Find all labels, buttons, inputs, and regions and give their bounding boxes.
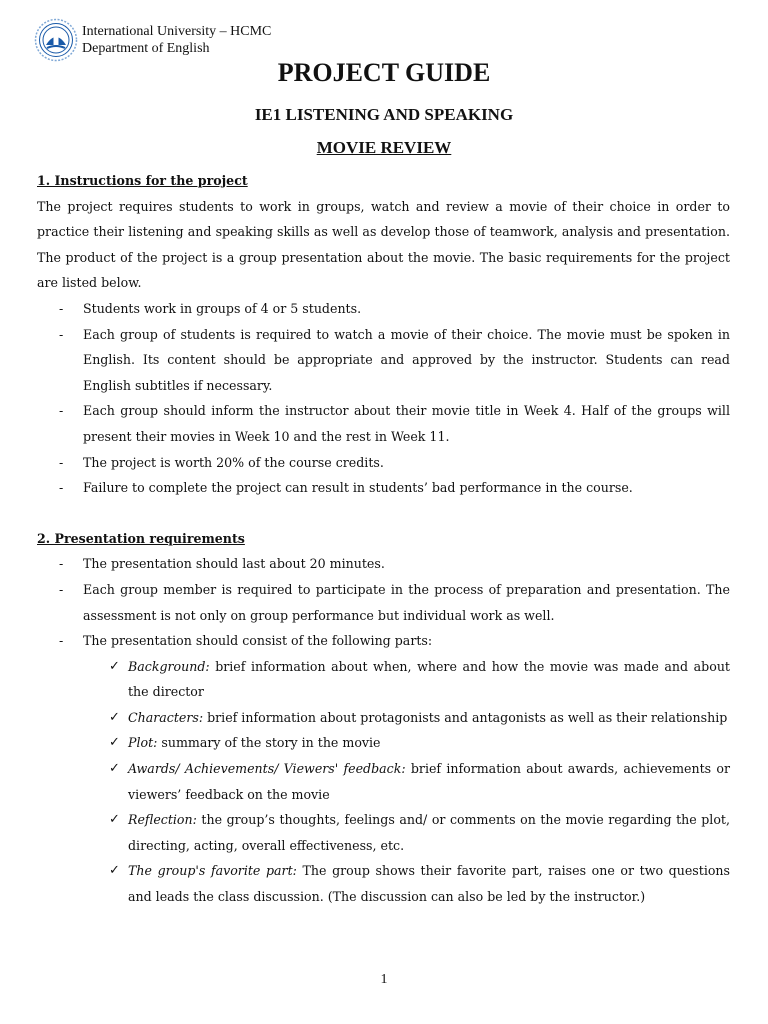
course-title: IE1 LISTENING AND SPEAKING: [254, 105, 514, 124]
part-description: the group’s thoughts, feelings and/ or comments on the movie regarding the plot, directing, acting, overall effectiveness, etc.: [128, 812, 730, 853]
checkmark-icon: ✓: [109, 863, 120, 879]
dash-bullet: -: [59, 403, 64, 419]
dash-bullet: -: [59, 454, 64, 470]
presentation-parts-list: [37, 654, 730, 910]
section-spacer: [37, 501, 730, 526]
project-title: MOVIE REVIEW: [316, 138, 452, 157]
dash-bullet: -: [59, 480, 64, 496]
list-item: [37, 577, 730, 628]
list-item: [37, 807, 730, 858]
dash-bullet: -: [59, 581, 64, 597]
checkmark-icon: ✓: [109, 658, 120, 674]
part-description: brief information about awards, achievements or viewers’ feedback on the movie: [128, 761, 730, 802]
part-term: Awards/ Achievements/ Viewers' feedback:: [128, 761, 406, 777]
part-description: summary of the story in the movie: [157, 735, 381, 751]
instructions-intro: The project requires students to work in groups, watch and review a movie of their choice in order to practice their listening and speaking skills as well as develop those of teamwork, analysis and presentation. The product of the project is a group presentation about the movie. The basic requirements for the project are listed below.: [37, 198, 730, 291]
list-item-text: Failure to complete the project can result in students’ bad performance in the course.: [83, 480, 633, 496]
presentation-list: [37, 551, 730, 653]
checkmark-icon: ✓: [109, 709, 120, 725]
list-item: [37, 628, 730, 654]
list-item-text: Each group should inform the instructor about their movie title in Week 4. Half of the groups will present their movies in Week 10 and the rest in Week 11.: [83, 403, 730, 444]
department-name: Department of English: [82, 41, 210, 56]
document-body: [37, 168, 730, 910]
list-item-text: Each group of students is required to watch a movie of their choice. The movie must be spoken in English. Its content should be appropriate and approved by the instructor. Students can read English subtitles if necessary.: [83, 326, 730, 393]
list-item: [37, 730, 730, 756]
list-item-text: Students work in groups of 4 or 5 students.: [83, 300, 362, 316]
section-heading-presentation: 2. Presentation requirements: [37, 530, 245, 546]
list-item-text: The presentation should consist of the following parts:: [83, 633, 433, 649]
list-item-text: Each group member is required to participate in the process of preparation and presentation. The assessment is not only on group performance but individual work as well.: [83, 581, 730, 623]
dash-bullet: -: [59, 326, 64, 342]
list-item: [37, 296, 730, 322]
list-item: [37, 654, 730, 705]
checkmark-icon: ✓: [109, 812, 120, 828]
header-text: [82, 23, 271, 57]
list-item: [37, 322, 730, 399]
list-item: [37, 475, 730, 501]
part-description: brief information about protagonists and antagonists as well as their relationship: [203, 709, 728, 725]
checkmark-icon: ✓: [109, 761, 120, 777]
section-heading-instructions: 1. Instructions for the project: [37, 173, 248, 188]
part-term: Reflection:: [128, 812, 197, 828]
part-term: Plot:: [128, 735, 158, 751]
part-term: Characters:: [128, 709, 204, 725]
list-item-text: The presentation should last about 20 minutes.: [83, 556, 385, 572]
university-name: International University – HCMC: [82, 24, 272, 39]
list-item: [37, 551, 730, 577]
page-title: PROJECT GUIDE: [277, 58, 491, 87]
part-term: Background:: [128, 658, 210, 674]
list-item: [37, 705, 730, 731]
list-item: [37, 450, 730, 476]
dash-bullet: -: [59, 633, 64, 649]
dash-bullet: -: [59, 556, 64, 572]
instructions-list: [37, 296, 730, 501]
part-term: The group's favorite part:: [128, 863, 297, 879]
list-item: [37, 858, 730, 909]
part-description: brief information about when, where and how the movie was made and about the director: [128, 658, 730, 700]
page-number: 1: [380, 972, 388, 987]
checkmark-icon: ✓: [109, 735, 120, 751]
list-item-text: The project is worth 20% of the course credits.: [83, 454, 384, 470]
list-item: [37, 756, 730, 807]
part-description: The group shows their favorite part, raises one or two questions and leads the class discussion. (The discussion can also be led by the instructor.): [128, 863, 730, 905]
dash-bullet: -: [59, 300, 64, 316]
list-item: [37, 398, 730, 449]
